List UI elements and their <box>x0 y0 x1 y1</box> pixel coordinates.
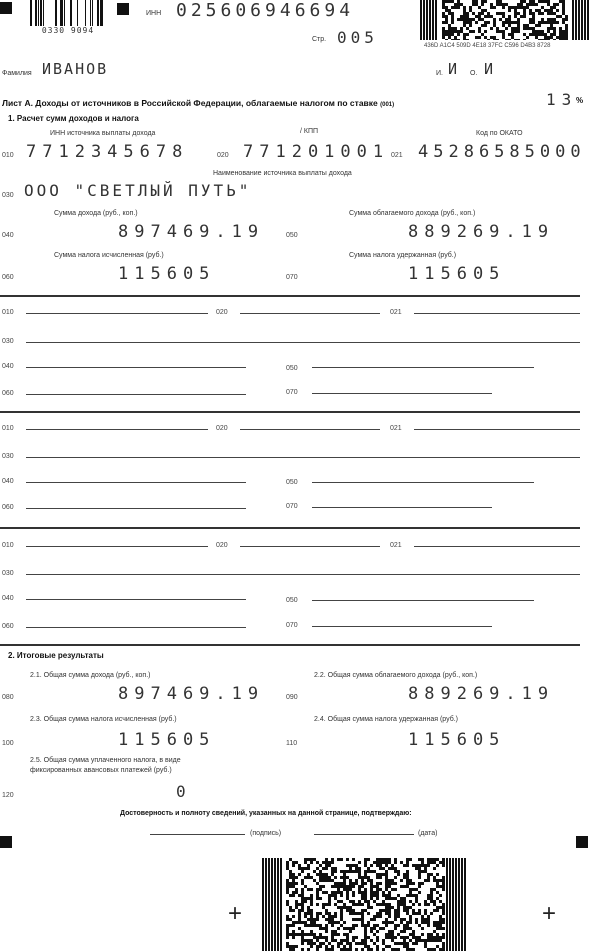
inn-source-value: 7712345678 <box>26 142 189 162</box>
date-label: (дата) <box>418 830 438 837</box>
sheet-title-text: Лист А. Доходы от источников в Российской Федерации, облагаемые налогом по ставке <box>2 98 378 108</box>
code-020: 020 <box>216 425 228 432</box>
field-line <box>26 313 208 314</box>
code-021: 021 <box>391 152 403 159</box>
field-line <box>312 393 492 394</box>
source-name-label: Наименование источника выплаты дохода <box>213 170 352 177</box>
total-tax-calculated-label: 2.3. Общая сумма налога исчисленная (руб.) <box>30 716 177 723</box>
empty-income-block <box>0 300 600 410</box>
code-040: 040 <box>2 232 14 239</box>
field-line <box>26 394 246 395</box>
inn-label: ИНН <box>146 10 162 17</box>
initials-label: О. <box>470 70 478 77</box>
field-line <box>26 342 580 343</box>
code-060: 060 <box>2 390 14 397</box>
sheet-title-code: (001) <box>380 102 395 108</box>
initials-value: И <box>484 60 494 78</box>
advance-payments-value: 0 <box>176 782 192 801</box>
bottom-barcode <box>262 858 468 951</box>
field-line <box>26 482 246 483</box>
advance-payments-label: 2.5. Общая сумма уплаченного налога, в виде <box>30 757 181 764</box>
section-2-title: 2. Итоговые результаты <box>8 651 104 660</box>
income-value: 897469.19 <box>118 222 265 242</box>
empty-income-block <box>0 416 600 526</box>
code-020: 020 <box>217 152 229 159</box>
code-040: 040 <box>2 363 14 370</box>
field-line <box>26 367 246 368</box>
total-taxable-label: 2.2. Общая сумма облагаемого дохода (руб., коп.) <box>314 672 478 679</box>
code-090: 090 <box>286 694 298 701</box>
okato-label: Код по ОКАТО <box>476 130 523 137</box>
section-divider <box>0 295 580 297</box>
field-line <box>26 429 208 430</box>
section-divider <box>0 411 580 413</box>
tax-calculated-value: 115605 <box>118 264 216 284</box>
code-070: 070 <box>286 389 298 396</box>
field-line <box>312 367 534 368</box>
initials-label: И. <box>436 70 443 77</box>
field-line <box>26 627 246 628</box>
code-050: 050 <box>286 479 298 486</box>
code-080: 080 <box>2 694 14 701</box>
code-070: 070 <box>286 274 298 281</box>
code-010: 010 <box>2 152 14 159</box>
signature-line <box>150 834 245 835</box>
kpp-label: / КПП <box>300 128 319 135</box>
code-040: 040 <box>2 478 14 485</box>
total-taxable-value: 889269.19 <box>408 684 555 704</box>
total-income-value: 897469.19 <box>118 684 265 704</box>
code-010: 010 <box>2 309 14 316</box>
field-line <box>312 626 492 627</box>
code-060: 060 <box>2 274 14 281</box>
total-tax-calculated-value: 115605 <box>118 730 216 750</box>
code-030: 030 <box>2 338 14 345</box>
code-050: 050 <box>286 597 298 604</box>
total-tax-withheld-label: 2.4. Общая сумма налога удержанная (руб.) <box>314 716 458 723</box>
sheet-title <box>2 98 394 108</box>
field-line <box>26 457 580 458</box>
field-line <box>240 546 380 547</box>
code-010: 010 <box>2 542 14 549</box>
page-value: 005 <box>337 28 378 47</box>
corner-marker <box>117 3 129 15</box>
taxable-income-label: Сумма облагаемого дохода (руб., коп.) <box>349 210 476 217</box>
code-020: 020 <box>216 542 228 549</box>
surname-label: Фамилия <box>2 70 32 77</box>
tax-calculated-label: Сумма налога исчисленная (руб.) <box>54 252 164 259</box>
field-line <box>240 429 380 430</box>
inn-source-label: ИНН источника выплаты дохода <box>50 130 156 137</box>
plus-mark: + <box>542 900 557 927</box>
code-030: 030 <box>2 570 14 577</box>
corner-marker <box>576 836 588 848</box>
page-label: Стр. <box>312 36 327 43</box>
income-label: Сумма дохода (руб., коп.) <box>54 210 138 217</box>
corner-marker <box>0 836 12 848</box>
code-120: 120 <box>2 792 14 799</box>
plus-mark: + <box>228 900 243 927</box>
barcode <box>28 0 108 36</box>
code-050: 050 <box>286 232 298 239</box>
section-divider <box>0 527 580 529</box>
signature-label: (подпись) <box>250 830 282 837</box>
field-line <box>414 429 580 430</box>
code-060: 060 <box>2 623 14 630</box>
okato-value: 45286585000 <box>418 142 586 162</box>
field-line <box>240 313 380 314</box>
confirmation-text: Достоверность и полноту сведений, указанных на данной странице, подтверждаю: <box>120 810 412 817</box>
field-line <box>26 508 246 509</box>
code-040: 040 <box>2 595 14 602</box>
code-100: 100 <box>2 740 14 747</box>
source-name-value: ООО "СВЕТЛЫЙ ПУТЬ" <box>24 181 252 200</box>
field-line <box>312 600 534 601</box>
code-070: 070 <box>286 622 298 629</box>
tax-withheld-label: Сумма налога удержанная (руб.) <box>349 252 457 259</box>
taxable-income-value: 889269.19 <box>408 222 555 242</box>
field-line <box>26 574 580 575</box>
inn-value: 025606946694 <box>176 0 355 21</box>
tax-rate: 13 <box>546 90 578 109</box>
code-030: 030 <box>2 192 14 199</box>
field-line <box>312 482 534 483</box>
total-tax-withheld-value: 115605 <box>408 730 506 750</box>
qr-code-text: 436D A1C4 509D 4E18 37FC C596 D4B3 8728 <box>424 43 551 49</box>
field-line <box>414 546 580 547</box>
code-050: 050 <box>286 365 298 372</box>
percent-sign: % <box>576 96 584 105</box>
initials-value: И <box>448 60 458 78</box>
field-line <box>26 599 246 600</box>
date-line <box>314 834 414 835</box>
corner-marker <box>0 2 12 14</box>
code-021: 021 <box>390 309 402 316</box>
qr-code <box>420 0 600 42</box>
code-070: 070 <box>286 503 298 510</box>
code-010: 010 <box>2 425 14 432</box>
surname-value: ИВАНОВ <box>42 60 109 78</box>
section-divider <box>0 644 580 646</box>
code-060: 060 <box>2 504 14 511</box>
code-020: 020 <box>216 309 228 316</box>
barcode-number: 0330 9094 <box>41 26 95 35</box>
code-021: 021 <box>390 425 402 432</box>
total-income-label: 2.1. Общая сумма дохода (руб., коп.) <box>30 672 151 679</box>
tax-withheld-value: 115605 <box>408 264 506 284</box>
section-1-title: 1. Расчет сумм доходов и налога <box>8 114 139 123</box>
code-021: 021 <box>390 542 402 549</box>
code-030: 030 <box>2 453 14 460</box>
field-line <box>312 507 492 508</box>
field-line <box>414 313 580 314</box>
code-110: 110 <box>286 740 298 747</box>
empty-income-block <box>0 532 600 642</box>
field-line <box>26 546 208 547</box>
advance-payments-label: фиксированных авансовых платежей (руб.) <box>30 767 172 774</box>
kpp-value: 771201001 <box>243 142 390 162</box>
